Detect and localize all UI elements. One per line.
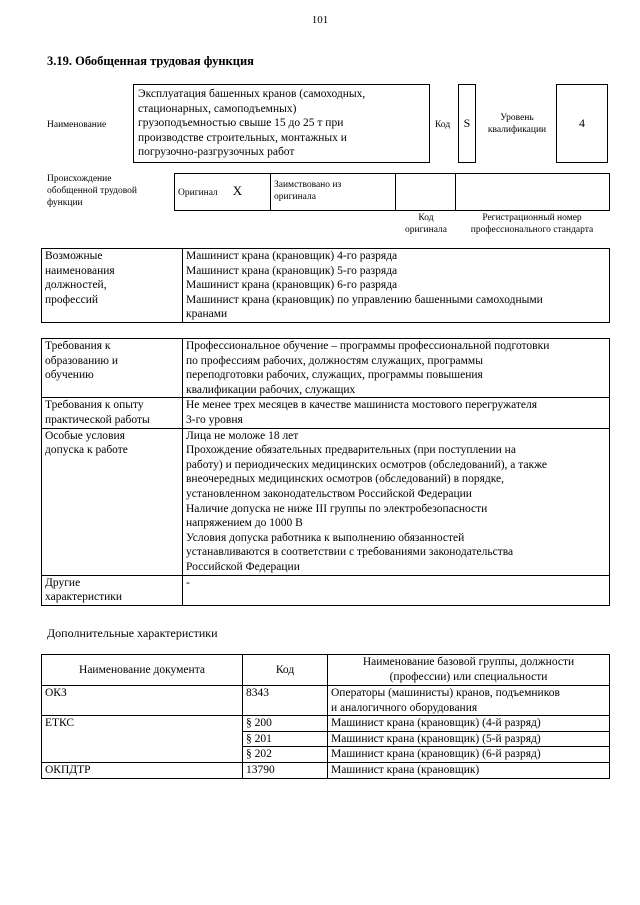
borrowed-cell	[271, 174, 396, 211]
positions-table	[41, 248, 610, 323]
caption-reg-line: Регистрационный номер	[482, 213, 582, 223]
header-name	[328, 655, 610, 686]
position-item: кранами	[186, 308, 228, 321]
req-value-line: установленном законодательством Российской Федерации	[186, 487, 472, 500]
origin-label-line: обобщенной трудовой	[47, 186, 137, 196]
level-value-box	[556, 84, 608, 163]
table-row	[42, 716, 610, 732]
req-label	[42, 428, 183, 575]
req-value-line: -	[186, 576, 190, 589]
function-name-line: погрузочно-разгрузочных работ	[138, 146, 295, 159]
level-label-line: Уровень	[500, 113, 534, 123]
row-code: 13790	[243, 762, 328, 778]
row-doc: ОКПДТР	[42, 762, 243, 778]
code-value-box	[458, 84, 476, 163]
req-label	[42, 339, 183, 398]
original-label: Оригинал	[178, 188, 218, 199]
req-value	[183, 575, 610, 605]
origin-reg-cell	[456, 174, 610, 211]
req-experience-row	[42, 398, 610, 428]
req-label-line: Требования к	[45, 340, 111, 352]
positions-label	[42, 249, 183, 323]
req-value-line: 3-го уровня	[186, 413, 243, 426]
header-code: Код	[243, 655, 328, 686]
position-item: Машинист крана (крановщик) 5-го разряда	[186, 264, 398, 277]
req-value	[183, 428, 610, 575]
req-value-line: квалификации рабочих, служащих	[186, 383, 356, 396]
req-label-line: Требования к опыту	[45, 399, 144, 412]
row-name-line: Машинист крана (крановщик) (5-й разряд)	[331, 732, 541, 745]
req-value-line: напряжением до 1000 В	[186, 517, 303, 530]
positions-label-line: профессий	[45, 293, 99, 306]
table-row	[42, 762, 610, 778]
req-label	[42, 575, 183, 605]
header-name-line: Наименование базовой группы, должности	[362, 656, 575, 668]
req-label	[42, 398, 183, 428]
function-name-box	[133, 84, 430, 163]
row-code: § 202	[243, 747, 328, 763]
origin-label-line: Происхождение	[47, 174, 112, 184]
req-label-line: характеристики	[45, 591, 123, 604]
row-name-line: Машинист крана (крановщик) (4-й разряд)	[331, 717, 541, 730]
row-name	[328, 731, 610, 747]
additional-title: Дополнительные характеристики	[47, 626, 218, 640]
function-name-line: стационарных, самоподъемных)	[138, 102, 297, 115]
level-label-line: квалификации	[487, 125, 547, 135]
position-item: Машинист крана (крановщик) 6-го разряда	[186, 279, 398, 292]
table-row	[42, 686, 610, 716]
req-value-line: Профессиональное обучение – программы профессиональной подготовки	[186, 340, 550, 352]
req-admission-row	[42, 428, 610, 575]
row-code: § 201	[243, 731, 328, 747]
row-code: § 200	[243, 716, 328, 732]
additional-header-row	[42, 655, 610, 686]
header-name-line: (профессии) или специальности	[389, 670, 548, 683]
row-name-line: Машинист крана (крановщик)	[331, 763, 480, 776]
req-label-line: допуска к работе	[45, 444, 128, 457]
row-name-line: Операторы (машинисты) кранов, подъемников	[331, 687, 560, 699]
position-item: Машинист крана (крановщик) по управлению башенными самоходными	[186, 293, 543, 306]
level-label	[480, 112, 554, 136]
caption-code-line: Код	[418, 213, 434, 223]
function-name-line: Эксплуатация башенных кранов (самоходных,	[138, 88, 366, 100]
req-value-line: устанавливаются в соответствии с требованиями законодательства	[186, 546, 514, 559]
req-label-line: Другие	[45, 576, 81, 589]
caption-code	[400, 212, 452, 236]
req-value-line: переподготовки рабочих, служащих, программы повышения	[186, 369, 483, 382]
positions-label-line: наименования	[45, 264, 115, 277]
req-value-line: Наличие допуска не ниже III группы по электробезопасности	[186, 502, 488, 515]
header-doc: Наименование документа	[42, 655, 243, 686]
row-doc: ОКЗ	[42, 686, 243, 716]
requirements-table	[41, 338, 610, 606]
position-item: Машинист крана (крановщик) 4-го разряда	[186, 250, 398, 262]
req-value-line: Российской Федерации	[186, 560, 300, 573]
positions-list	[183, 249, 610, 323]
row-code: 8343	[243, 686, 328, 716]
req-value-line: Прохождение обязательных предварительных (при поступлении на	[186, 444, 516, 457]
caption-reg	[456, 212, 608, 236]
origin-label-line: функции	[47, 198, 83, 208]
req-value-line: Не менее трех месяцев в качестве машиниста мостового перегружателя	[186, 399, 538, 412]
row-name	[328, 747, 610, 763]
req-label-line: Особые условия	[45, 429, 125, 442]
row-name-line: Машинист крана (крановщик) (6-й разряд)	[331, 748, 541, 761]
req-value-line: Лица не моложе 18 лет	[186, 429, 299, 442]
page-number: 101	[311, 14, 329, 26]
req-value-line: Условия допуска работника к выполнению обязанностей	[186, 531, 465, 544]
original-mark: X	[232, 183, 243, 199]
level-value: 4	[579, 116, 585, 130]
req-value-line: работу) и периодических медицинских осмотров (обследований), а также	[186, 458, 548, 471]
function-name-line: грузоподъемностью свыше 15 до 25 т при	[138, 117, 344, 130]
borrowed-label-line: Заимствовано из	[274, 180, 342, 190]
row-name	[328, 762, 610, 778]
req-value-line: внеочередных медицинских осмотров (обследований) в порядке,	[186, 473, 505, 486]
caption-code-line: оригинала	[405, 225, 447, 235]
row-name-line: и аналогичного оборудования	[331, 701, 478, 714]
req-label-line: практической работы	[45, 413, 150, 426]
req-label-line: обучению	[45, 369, 94, 382]
origin-table	[174, 173, 610, 211]
positions-label-line: должностей,	[45, 279, 107, 292]
req-other-row	[42, 575, 610, 605]
req-label-line: образованию и	[45, 354, 118, 367]
req-value-line: по профессиям рабочих, должностям служащих, программы	[186, 354, 483, 367]
code-label: Код	[435, 120, 451, 130]
name-label: Наименование	[47, 120, 107, 130]
origin-label	[47, 173, 137, 209]
req-value	[183, 398, 610, 428]
row-name	[328, 716, 610, 732]
borrowed-label-line: оригинала	[274, 192, 316, 202]
code-value: S	[463, 116, 471, 130]
req-value	[183, 339, 610, 398]
origin-original-cell	[175, 174, 271, 211]
positions-label-line: Возможные	[45, 250, 103, 262]
caption-reg-line: профессионального стандарта	[470, 225, 594, 235]
origin-code-cell	[396, 174, 456, 211]
function-name-line: производстве строительных, монтажных и	[138, 131, 347, 144]
row-name	[328, 686, 610, 716]
req-education-row	[42, 339, 610, 398]
additional-table	[41, 654, 610, 779]
section-title: 3.19. Обобщенная трудовая функция	[47, 54, 254, 68]
row-doc: ЕТКС	[42, 716, 243, 763]
